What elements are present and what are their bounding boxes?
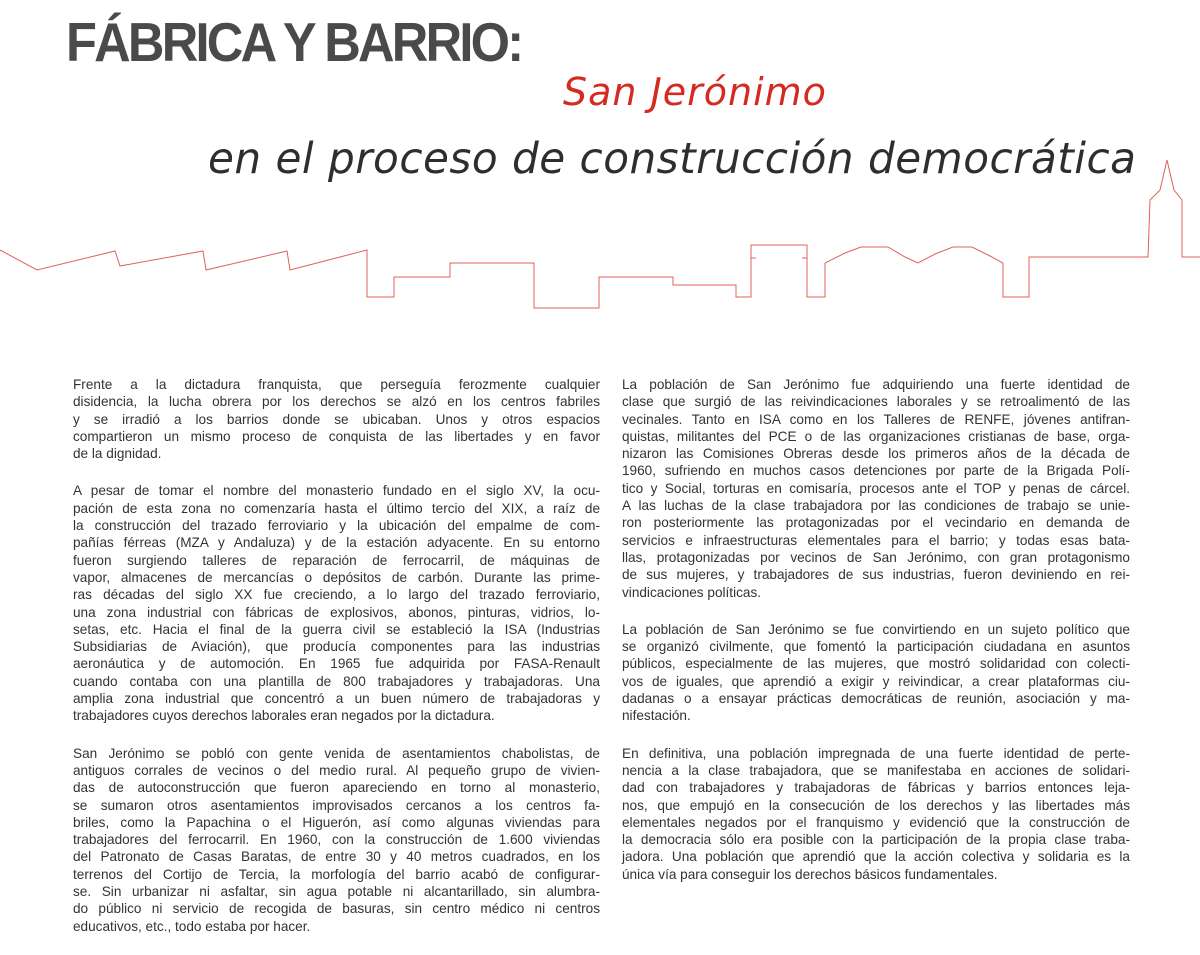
right-column bbox=[622, 376, 1130, 903]
text-line: ras décadas del siglo XX fue creciendo, a lo largo del trazado ferroviario, bbox=[73, 587, 600, 603]
text-line: fueron surgiendo talleres de reparación de ferrocarril, de máquinas de bbox=[73, 552, 600, 568]
subtitle-san-jeronimo: San Jerónimo bbox=[563, 70, 827, 114]
paragraph bbox=[73, 745, 600, 935]
text-line: En definitiva, una población impregnada de una fuerte identidad de perte- bbox=[622, 745, 1130, 761]
text-line: Frente a la dictadura franquista, que perseguía ferozmente cualquier bbox=[73, 377, 600, 392]
text-line: del Patronato de Casas Baratas, de entre 30 y 40 metros cuadrados, en los bbox=[73, 849, 600, 865]
text-line: amplia zona industrial que concentró a un buen número de trabajadoras y bbox=[73, 691, 600, 707]
text-line: quistas, militantes del PCE o de las organizaciones cristianas de base, orga- bbox=[622, 428, 1130, 444]
text-line: elementales negados por el franquismo y evidenció que la construcción de bbox=[622, 814, 1130, 830]
paragraph bbox=[73, 482, 600, 724]
text-line: vapor, almacenes de mercancías o depósitos de carbón. Durante las prime- bbox=[73, 569, 600, 585]
text-line: pañías férreas (MZA y Andaluza) y de la estación adyacente. En su entorno bbox=[73, 535, 600, 551]
text-line: clase que surgió de las reivindicaciones laborales y se retroalimentó de las bbox=[622, 394, 1130, 410]
text-line: La población de San Jerónimo se fue convirtiendo en un sujeto político que bbox=[622, 621, 1130, 637]
text-line: setas, etc. Hacia el final de la guerra civil se estableció la ISA (Industrias bbox=[73, 621, 600, 637]
text-line: do público ni servicio de recogida de basuras, sin centro médico ni centros bbox=[73, 901, 600, 917]
page-title: FÁBRICA Y BARRIO: bbox=[66, 11, 522, 73]
text-line: y se irradió a los barrios donde se ubicaban. Unos y otros espacios bbox=[73, 411, 600, 427]
text-line: la construcción del trazado ferroviario y la ubicación del empalme de com- bbox=[73, 518, 600, 534]
text-line: cuando contaba con una plantilla de 800 trabajadores y trabajadoras. Una bbox=[73, 673, 600, 689]
text-line: dadanas o a ensayar prácticas democráticas de reunión, asociación y ma- bbox=[622, 691, 1130, 707]
text-line: nizaron las Comisiones Obreras desde los primeros años de la década de bbox=[622, 446, 1130, 462]
text-line: compartieron un mismo proceso de conquista de las libertades y en favor bbox=[73, 428, 600, 444]
text-line: San Jerónimo se pobló con gente venida de asentamientos chabolistas, de bbox=[73, 745, 600, 761]
text-line: servicios e infraestructuras elementales para el barrio; y todas esas bata- bbox=[622, 532, 1130, 548]
text-line: trabajadores cuyos derechos laborales eran negados por la dictadura. bbox=[73, 708, 495, 724]
text-line: disidencia, la lucha obrera por los derechos se alzó en los centros fabriles bbox=[73, 394, 600, 410]
paragraph bbox=[622, 621, 1130, 725]
text-line: 1960, sufriendo en muchos casos detenciones por parte de la Brigada Polí- bbox=[622, 463, 1130, 479]
text-line: jadora. Una población que aprendió que la acción colectiva y solidaria es la bbox=[622, 849, 1130, 865]
text-line: nifestación. bbox=[622, 708, 691, 724]
text-line: se sumaron otros asentamientos improvisados cercanos a los centros fa- bbox=[73, 797, 600, 813]
paragraph bbox=[73, 376, 600, 462]
text-line: trabajadores del ferrocarril. En 1960, con la construcción de 1.600 viviendas bbox=[73, 832, 600, 848]
text-line: ron posteriormente las protagonizadas por el vecindario en demanda de bbox=[622, 515, 1130, 531]
paragraph bbox=[622, 376, 1130, 601]
text-line: públicos, especialmente de las mujeres, que mostró solidaridad con colecti- bbox=[622, 656, 1130, 672]
text-line: de sus mujeres, y trabajadores de sus industrias, fueron deviniendo en rei- bbox=[622, 567, 1130, 583]
text-line: se organizó civilmente, que fomentó la participación ciudadana en asuntos bbox=[622, 639, 1130, 655]
left-column bbox=[73, 376, 600, 955]
text-line: dad con trabajadores y trabajadoras de fábricas y barrios entonces leja- bbox=[622, 780, 1130, 796]
text-line: A las luchas de la clase trabajadora por las condiciones de trabajo se unie- bbox=[622, 498, 1130, 514]
text-line: Subsidiarias de Aviación), que producía componentes para las industrias bbox=[73, 639, 600, 655]
text-line: das de autoconstrucción que fueron apareciendo en torno al monasterio, bbox=[73, 780, 600, 796]
text-line: terrenos del Cortijo de Tercia, la morfología del barrio acabó de configurar- bbox=[73, 866, 600, 882]
text-line: vindicaciones políticas. bbox=[622, 584, 762, 600]
text-line: de la dignidad. bbox=[73, 446, 162, 462]
text-line: nos, que empujó en la consecución de los derechos y las libertades más bbox=[622, 797, 1130, 813]
text-line: La población de San Jerónimo fue adquiriendo una fuerte identidad de bbox=[622, 377, 1130, 392]
subtitle-democratic-process: en el proceso de construcción democrática bbox=[208, 134, 1137, 184]
text-line: vecinales. Tanto en ISA como en los Talleres de RENFE, jóvenes antifran- bbox=[622, 411, 1130, 427]
skyline-outline bbox=[0, 160, 1200, 308]
text-line: se. Sin urbanizar ni asfaltar, sin agua potable ni alcantarillado, sin alumbra- bbox=[73, 884, 600, 900]
text-line: A pesar de tomar el nombre del monasterio fundado en el siglo XV, la ocu- bbox=[73, 483, 600, 499]
text-line: tico y Social, torturas en comisaría, procesos ante el TOP y penas de cárcel. bbox=[622, 480, 1130, 496]
text-line: vos de iguales, que aprendió a exigir y reivindicar, a crear plataformas ciu- bbox=[622, 673, 1130, 689]
text-line: briles, como la Papachina o el Higuerón, así como algunas viviendas para bbox=[73, 814, 600, 830]
text-line: antiguos corrales de vecinos o del medio rural. Al pequeño grupo de vivien- bbox=[73, 762, 600, 778]
paragraph bbox=[622, 745, 1130, 883]
text-line: una zona industrial con fábricas de explosivos, abonos, pinturas, vidrios, lo- bbox=[73, 604, 600, 620]
city-skyline-icon bbox=[0, 0, 1200, 330]
text-line: educativos, etc., todo estaba por hacer. bbox=[73, 918, 311, 934]
text-line: nencia a la clase trabajadora, que se manifestaba en acciones de solidari- bbox=[622, 762, 1130, 778]
text-line: la democracia sólo era posible con la participación de la propia clase traba- bbox=[622, 832, 1130, 848]
text-line: llas, protagonizadas por vecinos de San Jerónimo, con gran protagonismo bbox=[622, 549, 1130, 565]
text-line: aeronáutica y de automoción. En 1965 fue adquirida por FASA-Renault bbox=[73, 656, 600, 672]
text-line: pación de esta zona no comenzaría hasta el último tercio del XIX, a raíz de bbox=[73, 500, 600, 516]
text-line: única vía para conseguir los derechos básicos fundamentales. bbox=[622, 866, 998, 882]
